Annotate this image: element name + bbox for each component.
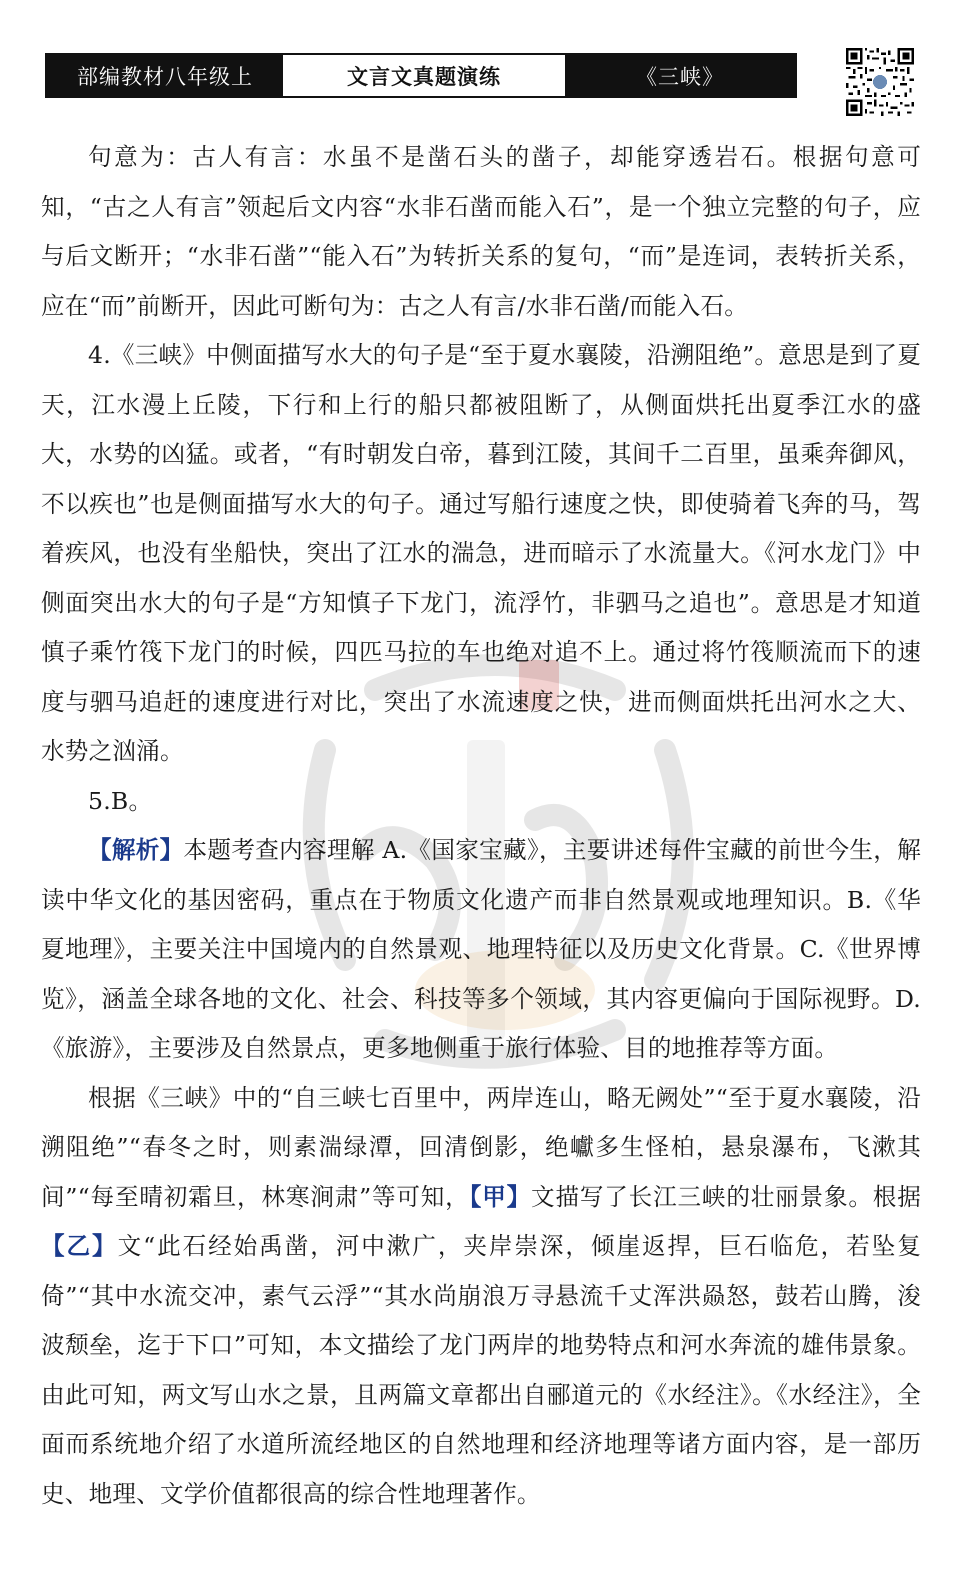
header-bar — [45, 53, 797, 98]
answer-explanation-body — [41, 133, 921, 1519]
header-grade-label: 部编教材八年级上 — [47, 55, 283, 96]
analysis-text: 本题考查内容理解 A.《国家宝藏》，主要讲述每件宝藏的前世今生，解读中华文化的基因密码，重点在于物质文化遗产而非自然景观或地理知识。B.《华夏地理》，主要关注中国境内的自然景观、地理特征以及历史文化背景。C.《世界博览》，涵盖全球各地的文化、社会、科技等多个领域，其内容更偏向于国际视野。D.《旅游》，主要涉及自然景点，更多地侧重于旅行体验、目的地推荐等方面。 — [41, 836, 921, 1062]
comparison-text-2: 文描写了长江三峡的壮丽景象。根据 — [531, 1182, 921, 1211]
tag-yi: 【乙】 — [41, 1232, 118, 1260]
paragraph-answer-5: 5.B。 — [88, 786, 153, 815]
paragraph-answer-4: 4.《三峡》中侧面描写水大的句子是“至于夏水襄陵，沿溯阻绝”。意思是到了夏天，江水漫上丘陵，下行和上行的船只都被阻断了，从侧面烘托出夏季江水的盛大，水势的凶猛。或者，“有时朝发白帝，暮到江陵，其间千二百里，虽乘奔御风，不以疾也”也是侧面描写水大的句子。通过写船行速度之快，即使骑着飞奔的马，驾着疾风，也没有坐船快，突出了江水的湍急，进而暗示了水流量大。《河水龙门》中侧面突出水大的句子是“方知慎子下龙门，流浮竹，非驷马之追也”。意思是才知道慎子乘竹筏下龙门的时候，四匹马拉的车也绝对追不上。通过将竹筏顺流而下的速度与驷马追赶的速度进行对比，突出了水流速度之快，进而侧面烘托出河水之大、水势之汹涌。 — [41, 341, 921, 765]
header-exercise-title: 文言文真题演练 — [283, 55, 565, 96]
qr-code-icon — [846, 48, 914, 116]
comparison-text-1: 根据《三峡》中的“自三峡七百里中，两岸连山，略无阙处”“至于夏水襄陵，沿溯阻绝”“春冬之时，则素湍绿潭，回清倒影，绝巘多生怪柏，悬泉瀑布，飞漱其间”“每至晴初霜旦，林寒涧肃”等可知， — [41, 1083, 921, 1211]
paragraph-analysis — [41, 826, 921, 1074]
paragraph-comparison — [41, 1074, 921, 1520]
paragraph-sentence-meaning: 句意为：古人有言：水虽不是凿石头的凿子，却能穿透岩石。根据句意可知，“古之人有言”领起后文内容“水非石凿而能入石”，是一个独立完整的句子，应与后文断开；“水非石凿”“能入石”为转折关系的复句，“而”是连词，表转折关系，应在“而”前断开，因此可断句为：古之人有言/水非石凿/而能入石。 — [41, 143, 921, 320]
analysis-tag: 【解析】 — [88, 836, 184, 864]
tag-jia: 【甲】 — [469, 1182, 532, 1211]
comparison-text-3: 文“此石经始禹凿，河中漱广，夹岸崇深，倾崖返捍，巨石临危，若坠复倚”“其中水流交冲，素气云浮”“其水尚崩浪万寻悬流千丈浑洪赑怒，鼓若山腾，浚波颓垒，迄于下口”可知，本文描绘了龙门两岸的地势特点和河水奔流的雄伟景象。由此可知，两文写山水之景，且两篇文章都出自郦道元的《水经注》。《水经注》，全面而系统地介绍了水道所流经地区的自然地理和经济地理等诸方面内容，是一部历史、地理、文学价值都很高的综合性地理著作。 — [41, 1232, 921, 1508]
header-lesson-title: 《三峡》 — [565, 55, 795, 96]
